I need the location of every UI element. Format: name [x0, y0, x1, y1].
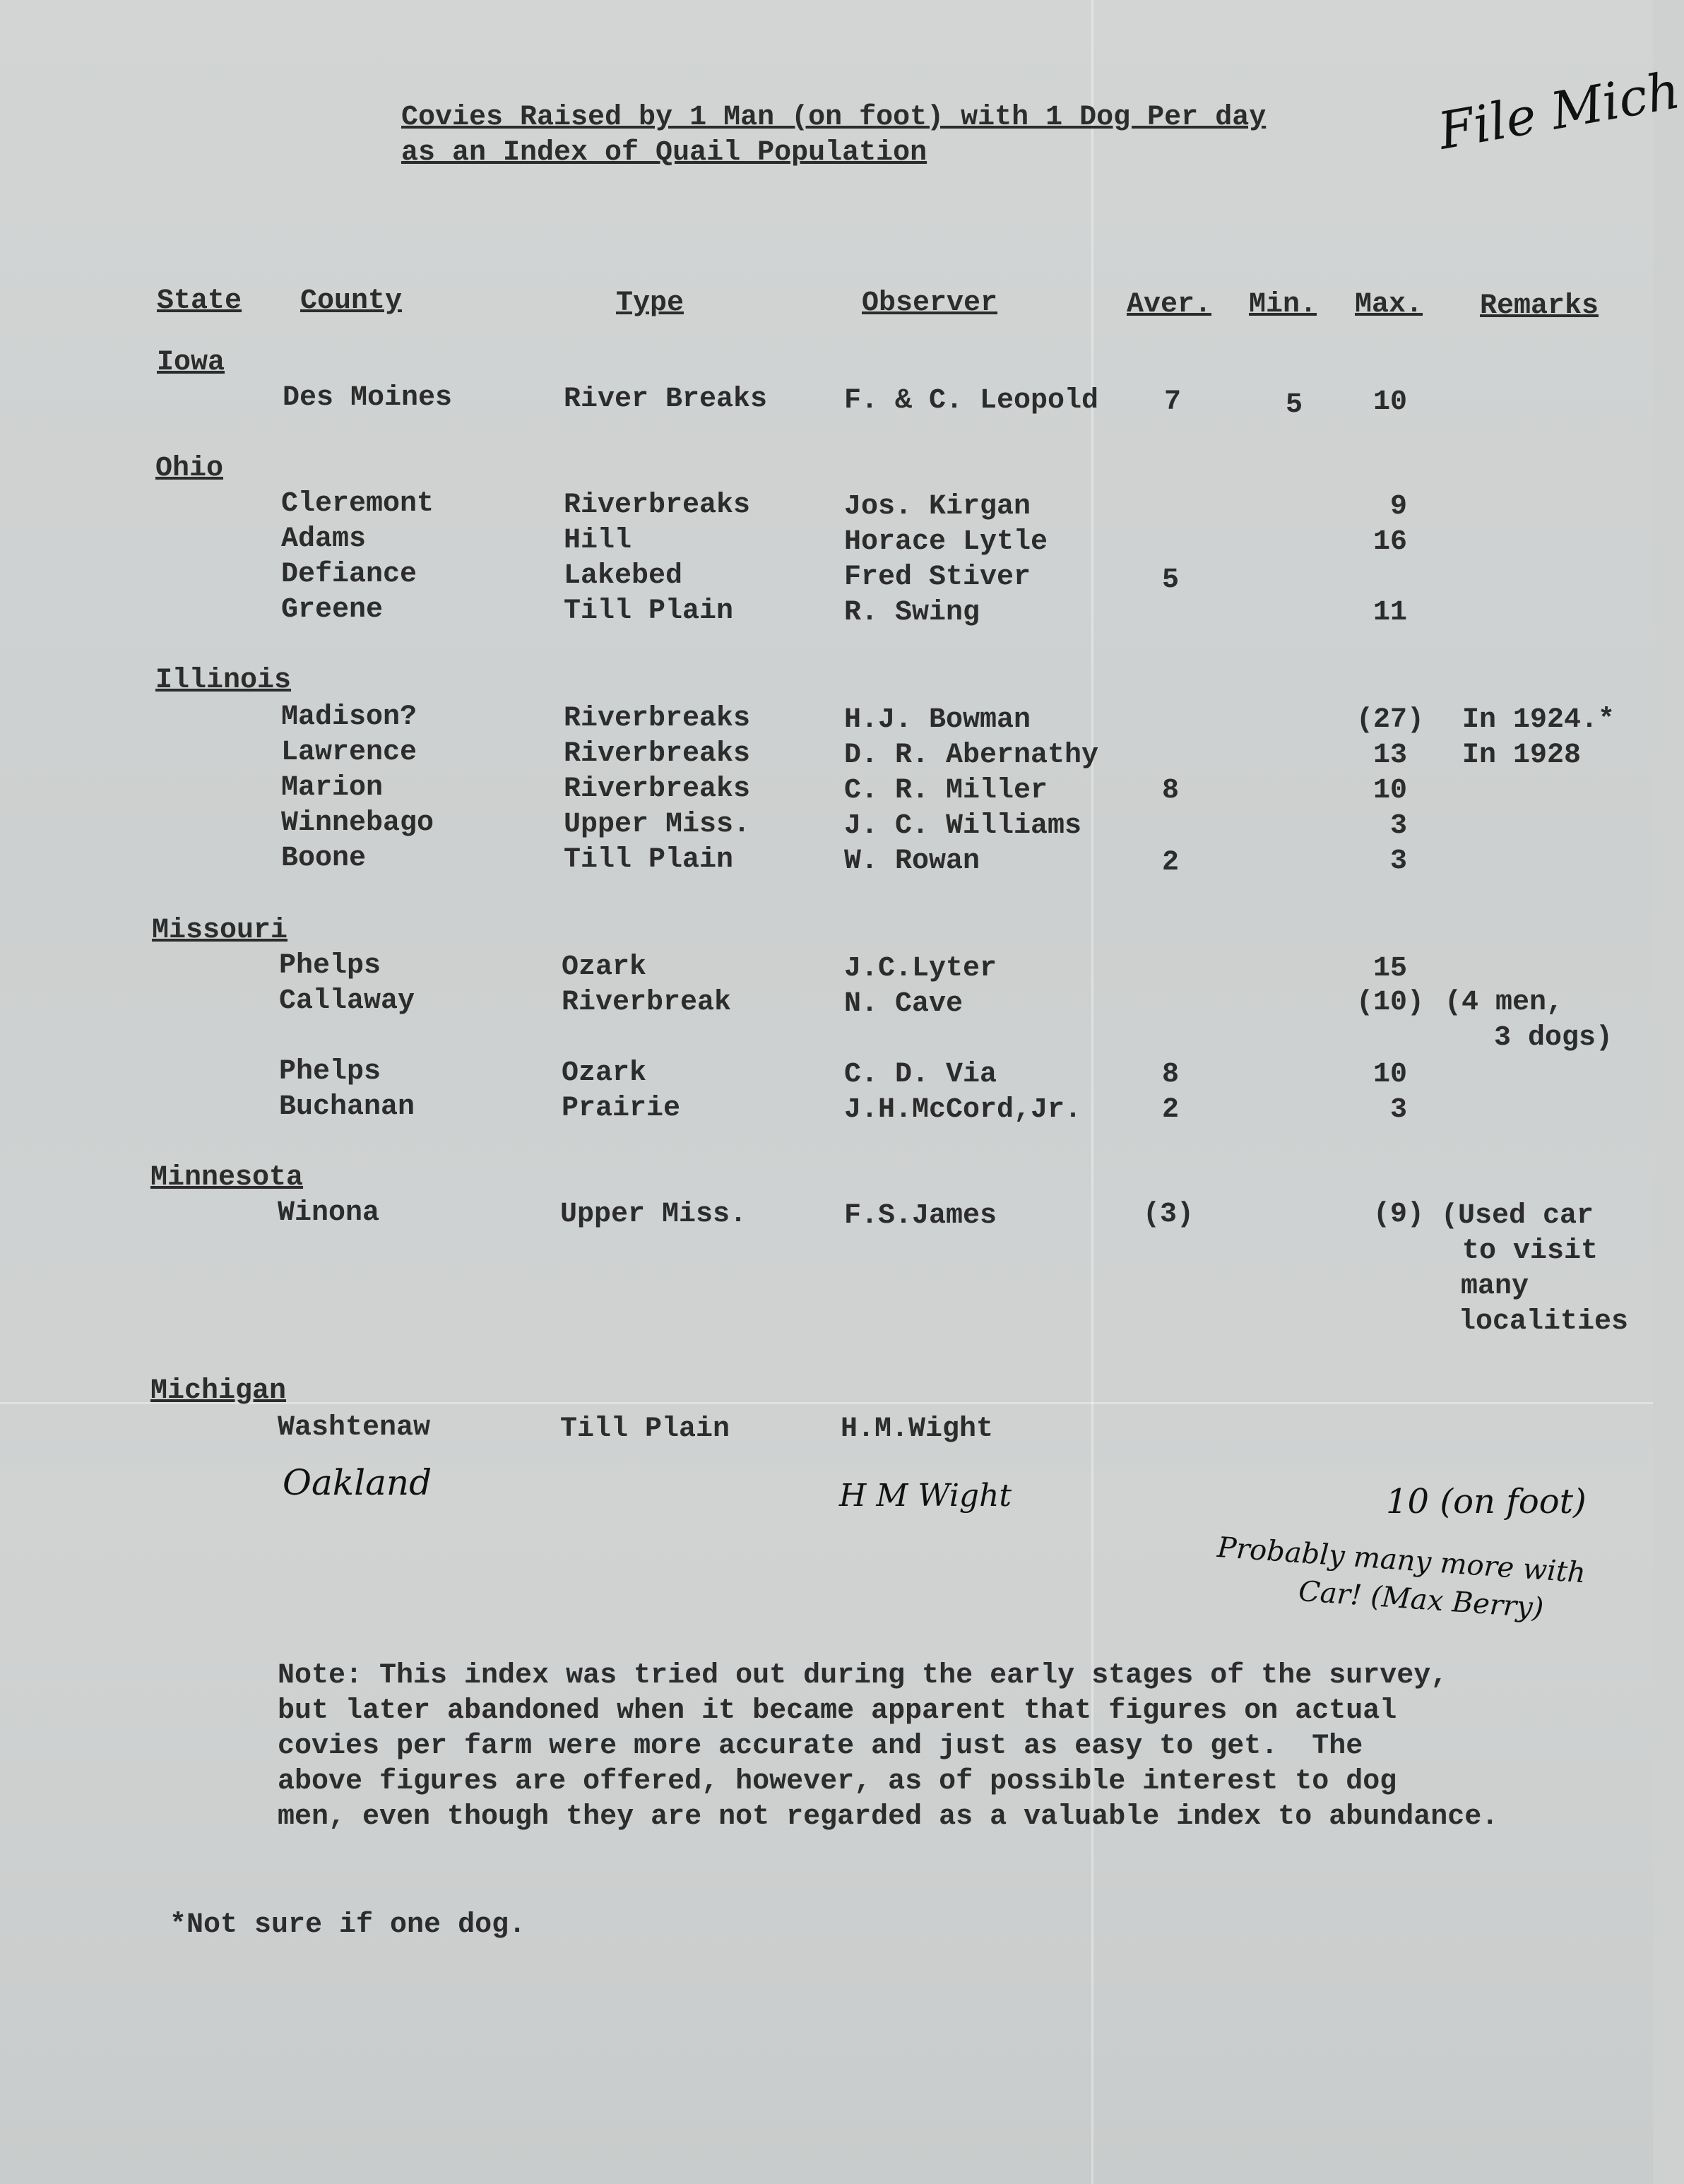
type-cell: Riverbreak [562, 987, 732, 1019]
max-cell: 16 [1373, 526, 1408, 558]
type-cell: Upper Miss. [564, 809, 751, 841]
header-aver: Aver. [1127, 289, 1212, 321]
observer-cell: R. Swing [844, 597, 980, 629]
observer-cell: F.S.James [844, 1200, 997, 1232]
type-cell: Till Plain [564, 595, 734, 627]
county-cell: Phelps [279, 950, 381, 982]
header-type: Type [616, 287, 684, 319]
handwritten-file-note: File Mich [1434, 60, 1684, 161]
aver-cell: 8 [1162, 1059, 1180, 1091]
county-cell: Greene [281, 594, 384, 626]
max-cell: 9 [1390, 491, 1408, 523]
max-cell: 3 [1390, 845, 1408, 877]
aver-cell: 2 [1162, 1094, 1180, 1126]
county-cell: Des Moines [283, 382, 453, 414]
observer-cell: J.H.McCord,Jr. [844, 1094, 1082, 1126]
header-state: State [157, 285, 242, 317]
remarks-cell-continued: to visit [1462, 1235, 1599, 1267]
remarks-cell-continued: 3 dogs) [1494, 1022, 1613, 1054]
remarks-cell-continued: many [1461, 1271, 1529, 1302]
remarks-cell-continued: localities [1459, 1306, 1629, 1338]
type-cell: Till Plain [560, 1413, 730, 1445]
aver-cell: 7 [1164, 386, 1182, 418]
observer-cell: N. Cave [844, 988, 963, 1020]
type-cell: Prairie [562, 1093, 681, 1124]
observer-cell: C. D. Via [844, 1059, 997, 1091]
type-cell: Hill [564, 525, 632, 557]
header-remarks: Remarks [1480, 290, 1599, 322]
title-line-2: as an Index of Quail Population [401, 137, 927, 169]
county-cell: Buchanan [279, 1091, 415, 1123]
max-cell: (27) [1356, 704, 1425, 736]
state-ohio: Ohio [155, 453, 224, 485]
footnote: *Not sure if one dog. [170, 1909, 526, 1941]
handwritten-county: Oakland [283, 1462, 432, 1503]
state-michigan: Michigan [150, 1375, 287, 1407]
county-cell: Phelps [279, 1056, 381, 1088]
aver-cell: (3) [1143, 1199, 1194, 1230]
remarks-cell: (4 men, [1445, 987, 1564, 1019]
type-cell: Riverbreaks [564, 489, 751, 521]
aver-cell: 5 [1162, 564, 1180, 596]
type-cell: River Breaks [564, 384, 768, 415]
note-line: but later abandoned when it became apparent that figures on actual [278, 1695, 1397, 1727]
observer-cell: J. C. Williams [844, 810, 1082, 842]
state-minnesota: Minnesota [150, 1162, 304, 1194]
min-cell: 5 [1286, 389, 1303, 421]
handwritten-remark-line-1: Probably many more with [1216, 1531, 1587, 1590]
state-iowa: Iowa [157, 347, 225, 379]
type-cell: Ozark [562, 1057, 647, 1089]
county-cell: Lawrence [281, 737, 417, 768]
county-cell: Marion [281, 772, 384, 804]
max-cell: 13 [1373, 740, 1408, 771]
county-cell: Madison? [281, 701, 417, 733]
handwritten-observer: H M Wight [839, 1478, 1012, 1514]
max-cell: (10) [1356, 987, 1425, 1019]
county-cell: Callaway [279, 985, 415, 1017]
fold-line-vertical [1091, 0, 1093, 2184]
max-cell: 3 [1390, 1094, 1408, 1126]
title-line-1: Covies Raised by 1 Man (on foot) with 1 Dog Per day [401, 102, 1267, 133]
type-cell: Riverbreaks [564, 703, 751, 735]
observer-cell: W. Rowan [844, 845, 980, 877]
max-cell: 10 [1373, 775, 1408, 807]
type-cell: Upper Miss. [560, 1199, 747, 1230]
observer-cell: H.M.Wight [841, 1413, 994, 1445]
county-cell: Winnebago [281, 807, 434, 839]
state-illinois: Illinois [155, 665, 292, 696]
county-cell: Washtenaw [278, 1412, 431, 1444]
max-cell: 11 [1373, 597, 1408, 629]
handwritten-remark-line-2: Car! (Max Berry) [1297, 1575, 1545, 1625]
note-line: Note: This index was tried out during the early stages of the survey, [278, 1660, 1448, 1692]
observer-cell: Horace Lytle [844, 526, 1048, 558]
max-cell: 10 [1373, 1059, 1408, 1091]
observer-cell: Jos. Kirgan [844, 491, 1031, 523]
type-cell: Ozark [562, 951, 647, 983]
county-cell: Cleremont [281, 488, 434, 520]
aver-cell: 8 [1162, 775, 1180, 807]
county-cell: Boone [281, 843, 367, 874]
state-missouri: Missouri [152, 915, 288, 946]
max-cell: (9) [1373, 1199, 1425, 1230]
note-line: men, even though they are not regarded as a valuable index to abundance. [278, 1801, 1499, 1833]
county-cell: Winona [278, 1197, 380, 1229]
observer-cell: Fred Stiver [844, 562, 1031, 593]
type-cell: Lakebed [564, 560, 683, 592]
max-cell: 3 [1390, 810, 1408, 842]
type-cell: Till Plain [564, 844, 734, 876]
observer-cell: C. R. Miller [844, 775, 1048, 807]
header-observer: Observer [862, 287, 998, 319]
max-cell: 10 [1373, 386, 1408, 418]
observer-cell: H.J. Bowman [844, 704, 1031, 736]
county-cell: Adams [281, 523, 367, 555]
type-cell: Riverbreaks [564, 738, 751, 770]
observer-cell: J.C.Lyter [844, 953, 997, 985]
remarks-cell: In 1924.* [1462, 704, 1615, 736]
observer-cell: F. & C. Leopold [844, 385, 1099, 417]
observer-cell: D. R. Abernathy [844, 740, 1099, 771]
note-line: covies per farm were more accurate and just as easy to get. The [278, 1731, 1363, 1762]
max-cell: 15 [1373, 953, 1408, 985]
header-county: County [300, 285, 403, 317]
remarks-cell: In 1928 [1462, 740, 1582, 771]
header-max: Max. [1355, 289, 1423, 321]
aver-cell: 2 [1162, 847, 1180, 879]
remarks-cell: (Used car [1441, 1200, 1594, 1232]
note-line: above figures are offered, however, as of possible interest to dog [278, 1766, 1397, 1798]
header-min: Min. [1249, 289, 1317, 321]
type-cell: Riverbreaks [564, 773, 751, 805]
handwritten-max: 10 (on foot) [1386, 1482, 1587, 1521]
county-cell: Defiance [281, 559, 417, 590]
